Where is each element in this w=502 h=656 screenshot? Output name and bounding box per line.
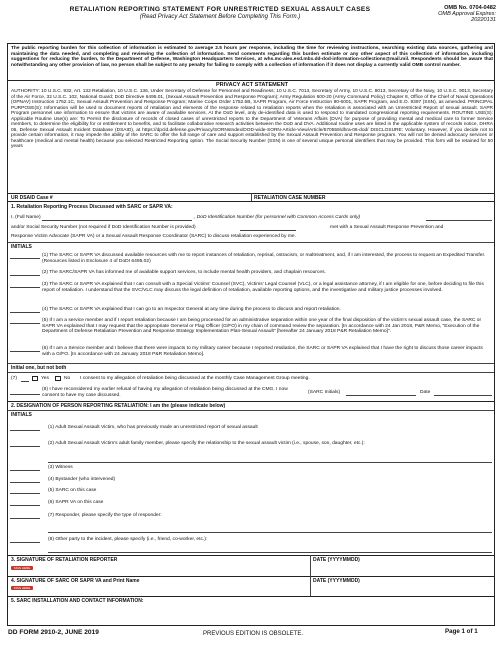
- form-body: [7, 43, 495, 626]
- sarc-initials-label: (SARC Initials): [308, 390, 341, 395]
- ssn-field[interactable]: [240, 230, 296, 231]
- form-title: RETALIATION REPORTING STATEMENT FOR UNRESTRICTED SEXUAL ASSAULT CASES: [69, 6, 371, 13]
- form-subtitle: (Read Privacy Act Statement Before Completing This Form.): [139, 14, 301, 20]
- section5-heading: 5. SARC INSTALLATION AND CONTACT INFORMATION:: [11, 598, 144, 604]
- burden-statement: The public reporting burden for this collection of information is estimated to average 2.5 hours per response, including the time for reviewing instructions, searching existing data sources, gathering and maintaining the data needed, and completing and reviewing the collection of information. Send comments regarding this burden estimate or any other aspect of this collection of information, including suggestions for reducing the burden, to the Department of Defense, Washington Headquarters Services, at whs.mc-alex.esd.mbx.dd-dod-information-collections@mail.mil. Respondents should be aware that notwithstanding any other provision of law, no person shall be subject to any penalty for failing to comply with a collection of information if it does not display a currently valid OMB control number.: [11, 46, 493, 68]
- sign-here-tag: SIGN HERE: [11, 586, 33, 590]
- omb-expires-date: 20220131: [471, 17, 496, 24]
- sarc-date-field[interactable]: [313, 584, 493, 595]
- section1-item-4: (4) The SARC or SAPR VA explained that I can go to an Inspector General at any time during the process to discuss and report retaliation.: [42, 307, 341, 312]
- no-checkbox[interactable]: [55, 376, 61, 381]
- section1-line3: Response Victim Advocate (SAPR VA) or a Sexual Assault Response Coordinator (SARC) to discuss retaliation experienced by me.: [11, 234, 296, 239]
- divider: [8, 242, 494, 243]
- s2-initials-field-6[interactable]: [10, 505, 40, 506]
- divider: [8, 410, 494, 411]
- item8-initials-field[interactable]: [10, 394, 40, 395]
- s2-item-8: (8) Other party to the incident, please specify (i.e., friend, co-worker, etc.):: [48, 537, 208, 542]
- sarc-initials-field[interactable]: [346, 395, 416, 396]
- dod-id-label: , DoD Identification Number (for personnel with Common Access Cards only): [194, 215, 361, 220]
- s2-initials-field-1[interactable]: [10, 430, 40, 431]
- s2-item-7: (7) Responder, please specify the type of responder:: [48, 513, 162, 518]
- initial-one-label: Initial one, but not both: [11, 365, 67, 371]
- privacy-heading: PRIVACY ACT STATEMENT: [215, 82, 289, 88]
- initials-label: INITIALS: [11, 244, 32, 250]
- s2-item-4: (4) Bystander (who intervened): [48, 477, 116, 482]
- full-name-prefix: I, (Full Name): [11, 215, 41, 220]
- full-name-label: [11, 215, 41, 221]
- divider: [8, 372, 494, 373]
- dsaid-case-label: UR DSAID Case #: [11, 195, 53, 201]
- section4-date-label: DATE (YYYYMMDD): [313, 578, 360, 584]
- sarc-signature-field[interactable]: [36, 584, 308, 595]
- item8-text: (8) I have reconsidered my earlier refusal of having my allegation of retaliation being discussed at the CMG. I now consent to have my case discussed.: [42, 387, 288, 398]
- section3-date-label: DATE (YYYYMMDD): [313, 557, 360, 563]
- s2-initials-field-4[interactable]: [10, 482, 40, 483]
- divider: [310, 576, 311, 596]
- divider: [8, 363, 494, 364]
- form-id: DD FORM 2910-2, JUNE 2019: [8, 629, 99, 636]
- initials-field-4[interactable]: [10, 312, 40, 313]
- divider: [8, 555, 494, 556]
- divider: [251, 193, 252, 201]
- ssn-label: and/or Social Security Number (not required if DoD Identification Number is provided): [11, 225, 196, 230]
- section2-heading: 2. DESIGNATION OF PERSON REPORTING RETALIATION: I am the (please indicate below): [11, 403, 226, 409]
- omb-number: OMB No. 0704-0482: [444, 5, 496, 11]
- divider: [8, 201, 494, 202]
- section1-item-2: (2) The SARC/SAPR VA has informed me of available support services, to include mental health providers, and chaplain resources.: [42, 270, 326, 275]
- s2-initials-field-2[interactable]: [10, 446, 40, 447]
- initials-field-5[interactable]: [10, 323, 40, 324]
- full-name-field[interactable]: [42, 220, 192, 221]
- section1-item-5: (5) If I am a service member and if I report retaliation because I am being processed for an administrative separation within one year of the final disposition of the victim's sexual assault case, the SARC or SAPR VA explained that I may request that the appropriate General or Flag Officer (G/FO) in my chain of command review the separation. [In accordance with 24 Jan 2018, P&R Memo, "Execution of the Department of Defense Retaliation Prevention and Response Strategy Implementation Plan-Sexual Assault" [hereafter 24 January 2018 P&R Retaliation Memo]".: [42, 318, 482, 334]
- item7-text: I consent to my allegation of retaliation being discussed at the monthly Case Management Group meeting.: [80, 376, 310, 381]
- initials-field-2[interactable]: [10, 275, 40, 276]
- retaliation-case-number-label: RETALIATION CASE NUMBER: [254, 195, 326, 201]
- dod-id-field[interactable]: [426, 220, 492, 221]
- sarc-contact-field[interactable]: [11, 605, 491, 624]
- s2-item-2: (2) Adult Sexual Assault Victim's adult family member, please specify the relationship to the sexual assault victim (i.e., spouse, son, daughter, etc.):: [48, 441, 365, 446]
- s2-initials-field-5[interactable]: [10, 493, 40, 494]
- section1-item-6: (6) If I am a Service member and I believe that there were impacts to my military career because I reported retaliation, the SARC or SAPR VA explained that I have the right to discuss those career impacts with a G/FO. [In accordance with 24 January 2018 P&R Retaliation Memo].: [42, 346, 483, 357]
- section4-heading: 4. SIGNATURE OF SARC OR SAPR VA and Print Name: [11, 578, 140, 584]
- s2-initials-field-3[interactable]: [10, 470, 40, 471]
- divider: [310, 555, 311, 576]
- section1-item-3: (3) The SARC or SAPR VA explained that I can consult with a Special Victims' Counsel (SVC), Victims' Legal Counsel (VLC), or a legal assistance attorney, if I am eligible for one, before deciding to file this report of retaliation. I understand that the SVC/VLC may discuss the legal definition of retaliation, available reporting options, and the investigative and military justice processes involved.: [42, 282, 484, 293]
- s2-initials-field-8[interactable]: [10, 542, 40, 543]
- section1-heading: 1. Retaliation Reporting Process Discussed with SARC or SAPR VA:: [11, 204, 173, 210]
- initials-field-6[interactable]: [10, 351, 40, 352]
- s2-item-3: (3) Witness: [48, 465, 73, 470]
- omb-block: [410, 5, 496, 24]
- section1-item-1: (1) The SARC or SAPR VA discussed available resources with me to report instances of retaliation, reprisal, ostracism, or maltreatment, and, if I am interested, the process to request an Expedited Transfer. (Resources listed in Enclosure 4 of DoDI 6495.02): [42, 253, 486, 264]
- divider: [8, 576, 494, 577]
- s2-other-field[interactable]: [48, 552, 492, 553]
- no-label: No: [64, 376, 71, 381]
- s2-responder-field[interactable]: [48, 532, 492, 533]
- met-text: met with a Sexual Assault Response Prevention and: [330, 225, 444, 230]
- s2-initials-field-7[interactable]: [10, 518, 40, 519]
- privacy-text: AUTHORITY: 10 U.S.C. 932, Art. 132 Retaliation, 10 U.S.C. 136, Under Secretary of Defense for Personnel and Readiness; 10 U.S.C. 7013, Secretary of Army, 10 U.S.C. 8013, Secretary of the Navy, 10 U.S.C. 9013, Secretary of the Air Force, 32 U.S.C. 102, National Guard; DoD Directive 6495.01, (Sexual Assault Prevention and Response Program); Army Regulation 600-20 (Army Command Policy) Chapter 8, Office of the Chief of Naval Operations (OPNAV) Instruction 1752.1C, Sexual Assault Prevention and Response Program; Marine Corps Order 1752.5B, SAPR Program, Air Force Instruction 90-6001, SAPR Program, and E.O. 9397 (SSN), as amended. PRINCIPAL PURPOSE(S): Information will be used to document reports of retaliation and elements of the response related to retaliation reports when the retaliation is associated with an Unrestricted Report of sexual assault. SAPR Program personnel use information to ensure that victims are aware of available services. At the DoD level, only de-identified data is used to respond to mandated congressional reporting requirements. ROUTINE USE(S): Applicable Routine Use(s) are: To Permit the disclosure of records of closed cases of unrestricted reports to the Department of Veterans Affairs (DVA) for purpose of providing mental and medical care to former Service members, to determine the eligibility for or entitlement to benefits, and to facilitate collaborative research activities between the DoD and DVA. Additional routine uses are listed in the applicable system of records notice, DHRA 06, Defense Sexual Assault Incident Database (DSAID), at https://dpcld.defense.gov/Privacy/SORNsIndex/DOD-wide-SORN-Article-View/Article/570559/dhra-06-dod/ DISCLOSURE: Voluntary. However, if you decide not to provide certain information, it may impede the ability of the SARC to offer the full range of care and support established by the Sexual Assault Prevention and Response program. You will not be denied advocacy services or healthcare (medical and mental health) because you selected Restricted Reporting option. The Social Security Number (SSN) is one of several unique personal identifiers that may be provided. This form will be retained for 50 years: [11, 89, 493, 149]
- divider: [8, 80, 494, 81]
- reporter-signature-field[interactable]: [36, 563, 308, 575]
- s2-item-6: (6) SAPR VA on this case: [48, 500, 104, 505]
- page-number: Page 1 of 1: [445, 628, 478, 635]
- s2-relationship-field[interactable]: [48, 462, 492, 463]
- yes-label: Yes: [41, 376, 49, 381]
- reporter-date-field[interactable]: [313, 564, 493, 575]
- yes-checkbox[interactable]: [32, 376, 38, 381]
- s2-item-1: (1) Adult Sexual Assault Victim, who has previously made an unrestricted report of sexual assault: [48, 425, 258, 430]
- initials-field-1[interactable]: [10, 258, 40, 259]
- omb-expires-label: OMB Approval Expires:: [438, 11, 496, 18]
- item7-number: (7): [11, 376, 17, 381]
- divider: [8, 596, 494, 597]
- divider: [8, 401, 494, 402]
- item8-date-field[interactable]: [434, 395, 492, 396]
- initials-field-3[interactable]: [10, 287, 40, 288]
- sign-here-tag: SIGN HERE: [11, 566, 33, 570]
- section2-initials-label: INITIALS: [11, 412, 32, 418]
- previous-edition-note: PREVIOUS EDITION IS OBSOLETE.: [203, 631, 304, 637]
- section3-heading: 3. SIGNATURE OF RETALIATION REPORTER: [11, 557, 118, 563]
- item7-initials-field[interactable]: [21, 381, 29, 382]
- item8-date-label: Date: [420, 390, 431, 395]
- s2-item-5: (5) SARC on this case: [48, 488, 97, 493]
